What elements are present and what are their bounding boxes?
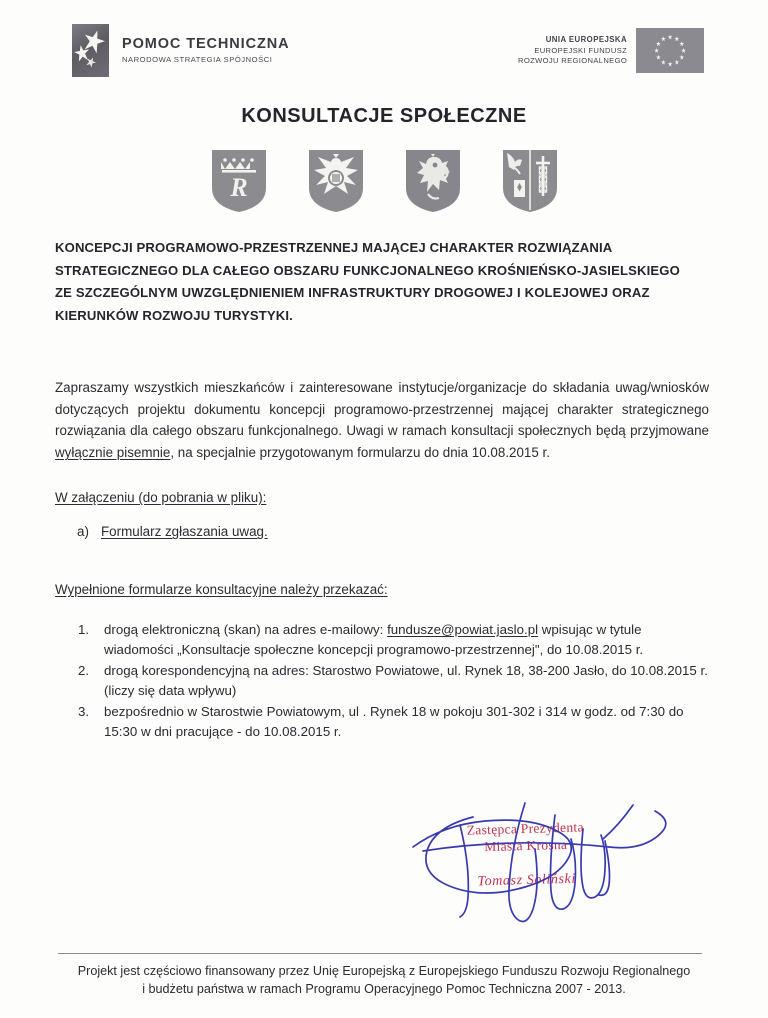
attachment-link-formularz[interactable]: Formularz zgłaszania uwag. bbox=[101, 524, 268, 539]
item-text-after: wpisując w tytule wiadomości „Konsultacje społeczne koncepcji programowo-przestrzennej", do 10.08.2015 r. bbox=[104, 622, 644, 657]
eu-flag-icon bbox=[636, 28, 704, 73]
eu-line-3: ROZWOJU REGIONALNEGO bbox=[518, 55, 628, 65]
page-title: KONSULTACJE SPOŁECZNE bbox=[241, 105, 527, 127]
stamp-line-1: Zastępca Prezydenta bbox=[466, 819, 584, 838]
intro-emphasis-written-only: wyłącznie pisemnie bbox=[55, 445, 171, 461]
submission-heading: Wypełnione formularze konsultacyjne należy przekazać: bbox=[55, 582, 388, 597]
star-emblem-icon bbox=[72, 24, 109, 77]
lead-line-3: ZE SZCZEGÓLNYM UWZGLĘDNIENIEM INFRASTRUKTURY DROGOWEJ I KOLEJOWEJ ORAZ bbox=[55, 285, 650, 301]
item-number: 2. bbox=[78, 662, 90, 678]
coat-of-arms-row bbox=[0, 148, 768, 214]
crest-krosno-icon bbox=[209, 148, 269, 214]
footer-line-2: i budżetu państwa w ramach Programu Operacyjnego Pomoc Techniczna 2007 - 2013. bbox=[142, 982, 626, 997]
email-link[interactable]: fundusze@powiat.jaslo.pl bbox=[387, 622, 539, 637]
stamp-line-2: Miasta Krosna bbox=[484, 836, 568, 855]
attachments-heading: W załączeniu (do pobrania w pliku): bbox=[55, 490, 267, 505]
list-item bbox=[78, 661, 710, 701]
item-text-before: drogą elektroniczną (skan) na adres e-mailowy: bbox=[104, 622, 388, 637]
lead-line-4: KIERUNKÓW ROZWOJU TURYSTYKI. bbox=[55, 307, 293, 323]
crest-eagle-dark-icon bbox=[403, 148, 463, 214]
footer-divider bbox=[58, 953, 702, 954]
intro-text-part-2: , na specjalnie przygotowanym formularzu do dnia 10.08.2015 r. bbox=[170, 445, 550, 461]
crest-eagle-white-icon bbox=[306, 148, 366, 214]
footer-line-1: Projekt jest częściowo finansowany przez Unię Europejską z Europejskiego Funduszu Rozwoju Regionalnego bbox=[77, 964, 691, 978]
item-text-before: bezpośrednio w Starostwie Powiatowym, ul . Rynek 18 w pokoju 301-302 i 314 w godz. od 7:30 do 15:30 w dni pracujące - do 10.08.2015 r. bbox=[104, 703, 684, 739]
item-number: 1. bbox=[78, 622, 90, 637]
pomoc-techniczna-title: POMOC TECHNICZNA bbox=[122, 36, 290, 53]
eu-line-2: EUROPEJSKI FUNDUSZ bbox=[534, 45, 628, 55]
svg-text:R: R bbox=[229, 173, 248, 202]
lead-line-2: STRATEGICZNEGO DLA CAŁEGO OBSZARU FUNKCJONALNEGO KROŚNIEŃSKO-JASIELSKIEGO bbox=[55, 262, 680, 278]
intro-paragraph bbox=[55, 377, 709, 464]
list-item bbox=[78, 702, 710, 742]
footer-funding-note bbox=[0, 962, 768, 999]
header-logos bbox=[0, 22, 768, 84]
signature-block bbox=[405, 785, 705, 935]
eu-line-1: UNIA EUROPEJSKA bbox=[545, 35, 628, 45]
list-item[interactable] bbox=[77, 524, 268, 539]
crest-quartered-icon bbox=[500, 148, 560, 214]
logo-pomoc-techniczna bbox=[72, 24, 289, 77]
lead-heading bbox=[55, 237, 709, 327]
lead-line-1: KONCEPCJI PROGRAMOWO-PRZESTRZENNEJ MAJĄCEJ CHARAKTER ROZWIĄZANIA bbox=[55, 240, 613, 255]
intro-text-part-1: Zapraszamy wszystkich mieszkańców i zainteresowane instytucje/organizacje do składania uwag/wniosków dotyczących projektu dokumentu koncepcji programowo-przestrzennej mającej charakter strategicznego rozwiązania dla całego obszaru funkcjonalnego. Uwagi w ramach konsultacji społecznych będą przyjmowane bbox=[55, 380, 709, 439]
item-number: 3. bbox=[78, 703, 90, 719]
item-text-before: drogą korespondencyjną na adres: Starostwo Powiatowe, ul. Rynek 18, 38-200 Jasło, do 10.08.2015 r. (liczy się data wpływu) bbox=[104, 662, 708, 698]
official-stamp bbox=[440, 819, 612, 892]
attachments-list bbox=[77, 524, 268, 539]
submission-list bbox=[78, 620, 710, 743]
attachment-marker: a) bbox=[77, 524, 89, 539]
logo-unia-europejska bbox=[518, 28, 704, 73]
list-item bbox=[78, 620, 710, 660]
stamp-signer-name: Tomasz Soliński bbox=[477, 871, 577, 890]
pomoc-techniczna-subtitle: NARODOWA STRATEGIA SPÓJNOŚCI bbox=[122, 54, 273, 64]
